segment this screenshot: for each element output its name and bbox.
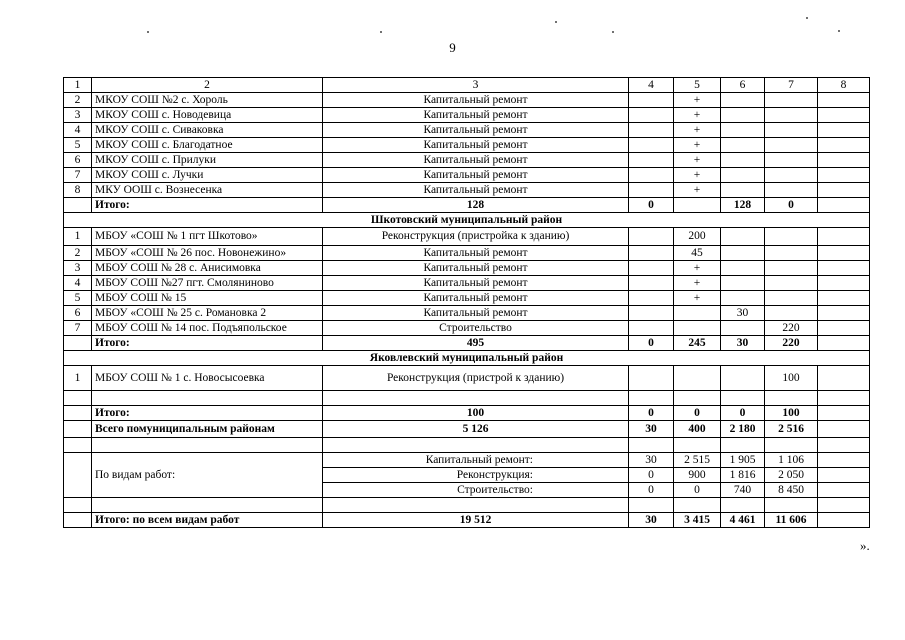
value-col6 [721,108,765,123]
scan-speck [806,17,808,19]
row-number: 3 [64,108,92,123]
value-col4 [629,291,674,306]
value-col5: 0 [674,406,721,421]
empty-cell [818,498,870,513]
empty-cell [765,391,818,406]
scan-speck [380,31,382,33]
value-col4 [629,261,674,276]
value-col6: 30 [721,336,765,351]
value-col8 [818,336,870,351]
work-type: Капитальный ремонт [323,276,629,291]
value-col8 [818,108,870,123]
row-number: 7 [64,168,92,183]
work-type: Капитальный ремонт [323,153,629,168]
section-title-row [64,351,870,366]
empty-cell [64,198,92,213]
work-type: Реконструкция (пристройка к зданию) [323,228,629,246]
by-type-label: По видам работ: [92,453,323,498]
value-col7 [765,246,818,261]
value-col8 [818,306,870,321]
value-col8 [818,453,870,468]
grand-total-value: 5 126 [323,421,629,438]
empty-cell [629,391,674,406]
header-cell: 2 [92,78,323,93]
value-col7 [765,153,818,168]
value-col4 [629,183,674,198]
empty-cell [64,513,92,528]
value-col8 [818,483,870,498]
work-type: Строительство [323,321,629,336]
value-col8 [818,291,870,306]
header-cell: 3 [323,78,629,93]
subtotal-value: 100 [323,406,629,421]
table-row [64,123,870,138]
value-col7: 2 516 [765,421,818,438]
subtotal-row [64,198,870,213]
value-col6 [721,246,765,261]
scan-speck [147,31,149,33]
empty-cell [818,438,870,453]
value-col7: 2 050 [765,468,818,483]
empty-cell [64,453,92,498]
school-name: МКОУ СОШ с. Сиваковка [92,123,323,138]
value-col7 [765,168,818,183]
work-type: Реконструкция (пристрой к зданию) [323,366,629,391]
value-col8 [818,321,870,336]
final-total-row [64,513,870,528]
empty-cell [92,498,323,513]
subtotal-row [64,336,870,351]
value-col7 [765,123,818,138]
school-name: МКОУ СОШ №2 с. Хороль [92,93,323,108]
table-row [64,228,870,246]
value-col5: + [674,291,721,306]
value-col8 [818,153,870,168]
value-col7 [765,138,818,153]
school-name: МБОУ СОШ № 28 с. Анисимовка [92,261,323,276]
value-col6 [721,276,765,291]
value-col6: 0 [721,406,765,421]
value-col5: + [674,108,721,123]
row-number: 6 [64,306,92,321]
value-col5: 200 [674,228,721,246]
empty-cell [64,406,92,421]
empty-cell [92,438,323,453]
value-col6 [721,366,765,391]
value-col8 [818,168,870,183]
header-cell: 7 [765,78,818,93]
empty-cell [64,498,92,513]
value-col4: 0 [629,483,674,498]
section-title-row [64,213,870,228]
subtotal-value: 128 [323,198,629,213]
header-cell: 6 [721,78,765,93]
row-number: 2 [64,246,92,261]
value-col8 [818,138,870,153]
value-col8 [818,93,870,108]
empty-cell [64,336,92,351]
value-col5: + [674,183,721,198]
value-col6 [721,168,765,183]
school-name: МКОУ СОШ с. Новодевица [92,108,323,123]
table-row [64,276,870,291]
empty-cell [323,438,629,453]
closing-quote-mark: ». [860,538,870,553]
table-row [64,246,870,261]
value-col6: 2 180 [721,421,765,438]
value-col5: 0 [674,483,721,498]
value-col5 [674,306,721,321]
row-number: 4 [64,276,92,291]
work-type: Капитальный ремонт [323,291,629,306]
header-cell: 1 [64,78,92,93]
row-number: 8 [64,183,92,198]
empty-cell [92,391,323,406]
table-row [64,153,870,168]
scan-speck [555,21,557,23]
row-number: 1 [64,366,92,391]
value-col6: 4 461 [721,513,765,528]
value-col7: 220 [765,336,818,351]
value-col5 [674,366,721,391]
value-col6 [721,138,765,153]
value-col8 [818,123,870,138]
value-col5: 2 515 [674,453,721,468]
empty-cell [629,498,674,513]
empty-cell [674,498,721,513]
value-col7: 100 [765,406,818,421]
value-col7: 11 606 [765,513,818,528]
value-col7 [765,291,818,306]
school-name: МБОУ «СОШ № 25 с. Романовка 2 [92,306,323,321]
grand-total-label: Всего помуниципальным районам [92,421,323,438]
final-total-value: 19 512 [323,513,629,528]
value-col4 [629,168,674,183]
subtotal-label: Итого: [92,336,323,351]
value-col4: 30 [629,421,674,438]
work-type: Капитальный ремонт [323,168,629,183]
empty-cell [64,391,92,406]
table-row [64,366,870,391]
work-type: Капитальный ремонт [323,306,629,321]
row-number: 6 [64,153,92,168]
value-col7 [765,276,818,291]
value-col8 [818,406,870,421]
value-col6: 1 816 [721,468,765,483]
empty-cell [765,498,818,513]
table-row [64,321,870,336]
value-col6 [721,153,765,168]
value-col4: 0 [629,468,674,483]
section-title: Шкотовский муниципальный район [64,213,870,228]
value-col8 [818,228,870,246]
value-col6: 128 [721,198,765,213]
value-col4 [629,123,674,138]
row-number: 2 [64,93,92,108]
subtotal-label: Итого: [92,198,323,213]
value-col4 [629,138,674,153]
empty-cell [629,438,674,453]
empty-row [64,498,870,513]
value-col7: 1 106 [765,453,818,468]
empty-cell [64,438,92,453]
works-table [63,77,870,528]
empty-cell [721,498,765,513]
work-type: Реконструкция: [323,468,629,483]
value-col4 [629,246,674,261]
header-cell: 8 [818,78,870,93]
column-number-header-row [64,78,870,93]
value-col7 [765,228,818,246]
value-col4 [629,228,674,246]
value-col8 [818,513,870,528]
school-name: МКУ ООШ с. Вознесенка [92,183,323,198]
value-col4 [629,153,674,168]
table-row [64,168,870,183]
work-type: Капитальный ремонт [323,93,629,108]
school-name: МБОУ СОШ №27 пгт. Смоляниново [92,276,323,291]
work-type: Капитальный ремонт [323,261,629,276]
value-col7 [765,183,818,198]
row-number: 4 [64,123,92,138]
empty-cell [818,391,870,406]
empty-cell [64,421,92,438]
value-col4: 30 [629,453,674,468]
value-col7: 100 [765,366,818,391]
value-col6: 30 [721,306,765,321]
table-row [64,138,870,153]
value-col8 [818,198,870,213]
page-number: 9 [449,40,456,55]
value-col6 [721,291,765,306]
value-col4 [629,276,674,291]
table-row [64,306,870,321]
subtotal-label: Итого: [92,406,323,421]
value-col7 [765,108,818,123]
header-cell: 5 [674,78,721,93]
empty-cell [765,438,818,453]
value-col8 [818,246,870,261]
empty-cell [721,391,765,406]
table-row [64,291,870,306]
value-col5: 45 [674,246,721,261]
work-type: Капитальный ремонт: [323,453,629,468]
table-row [64,93,870,108]
value-col6 [721,93,765,108]
value-col5 [674,321,721,336]
school-name: МКОУ СОШ с. Лучки [92,168,323,183]
header-cell: 4 [629,78,674,93]
work-type: Капитальный ремонт [323,138,629,153]
school-name: МБОУ СОШ № 15 [92,291,323,306]
final-total-label: Итого: по всем видам работ [92,513,323,528]
work-type: Капитальный ремонт [323,246,629,261]
value-col5: 245 [674,336,721,351]
value-col6 [721,261,765,276]
value-col5: + [674,261,721,276]
value-col7 [765,93,818,108]
value-col8 [818,183,870,198]
value-col5: + [674,123,721,138]
value-col7 [765,261,818,276]
scan-speck [612,31,614,33]
value-col4: 0 [629,198,674,213]
table-row [64,261,870,276]
school-name: МБОУ «СОШ № 26 пос. Новонежино» [92,246,323,261]
value-col6 [721,321,765,336]
grand-total-row [64,421,870,438]
table-row [64,183,870,198]
value-col5: + [674,276,721,291]
subtotal-value: 495 [323,336,629,351]
value-col5: + [674,138,721,153]
empty-cell [721,438,765,453]
value-col6 [721,183,765,198]
value-col8 [818,261,870,276]
value-col7: 8 450 [765,483,818,498]
empty-cell [323,391,629,406]
by-type-row [64,453,870,468]
value-col8 [818,468,870,483]
value-col5: 900 [674,468,721,483]
empty-cell [674,438,721,453]
value-col4 [629,366,674,391]
value-col8 [818,366,870,391]
value-col5: 3 415 [674,513,721,528]
row-number: 5 [64,138,92,153]
value-col5: + [674,168,721,183]
section-title: Яковлевский муниципальный район [64,351,870,366]
value-col5: 400 [674,421,721,438]
school-name: МКОУ СОШ с. Благодатное [92,138,323,153]
value-col6: 740 [721,483,765,498]
value-col6 [721,123,765,138]
work-type: Капитальный ремонт [323,108,629,123]
value-col4 [629,108,674,123]
value-col7: 0 [765,198,818,213]
row-number: 7 [64,321,92,336]
value-col4 [629,306,674,321]
value-col4: 0 [629,406,674,421]
value-col7 [765,306,818,321]
work-type: Капитальный ремонт [323,123,629,138]
row-number: 3 [64,261,92,276]
value-col5: + [674,153,721,168]
value-col8 [818,276,870,291]
school-name: МБОУ «СОШ № 1 пгт Шкотово» [92,228,323,246]
value-col6: 1 905 [721,453,765,468]
value-col4 [629,321,674,336]
school-name: МБОУ СОШ № 14 пос. Подъяпольское [92,321,323,336]
work-type: Строительство: [323,483,629,498]
row-number: 5 [64,291,92,306]
empty-row [64,438,870,453]
value-col8 [818,421,870,438]
value-col4: 0 [629,336,674,351]
value-col6 [721,228,765,246]
value-col7: 220 [765,321,818,336]
value-col5: + [674,93,721,108]
scan-speck [838,30,840,32]
work-type: Капитальный ремонт [323,183,629,198]
empty-cell [323,498,629,513]
school-name: МКОУ СОШ с. Прилуки [92,153,323,168]
subtotal-row [64,406,870,421]
row-number: 1 [64,228,92,246]
school-name: МБОУ СОШ № 1 с. Новосысоевка [92,366,323,391]
value-col4: 30 [629,513,674,528]
table-row [64,108,870,123]
empty-row [64,391,870,406]
value-col4 [629,93,674,108]
value-col5 [674,198,721,213]
empty-cell [674,391,721,406]
